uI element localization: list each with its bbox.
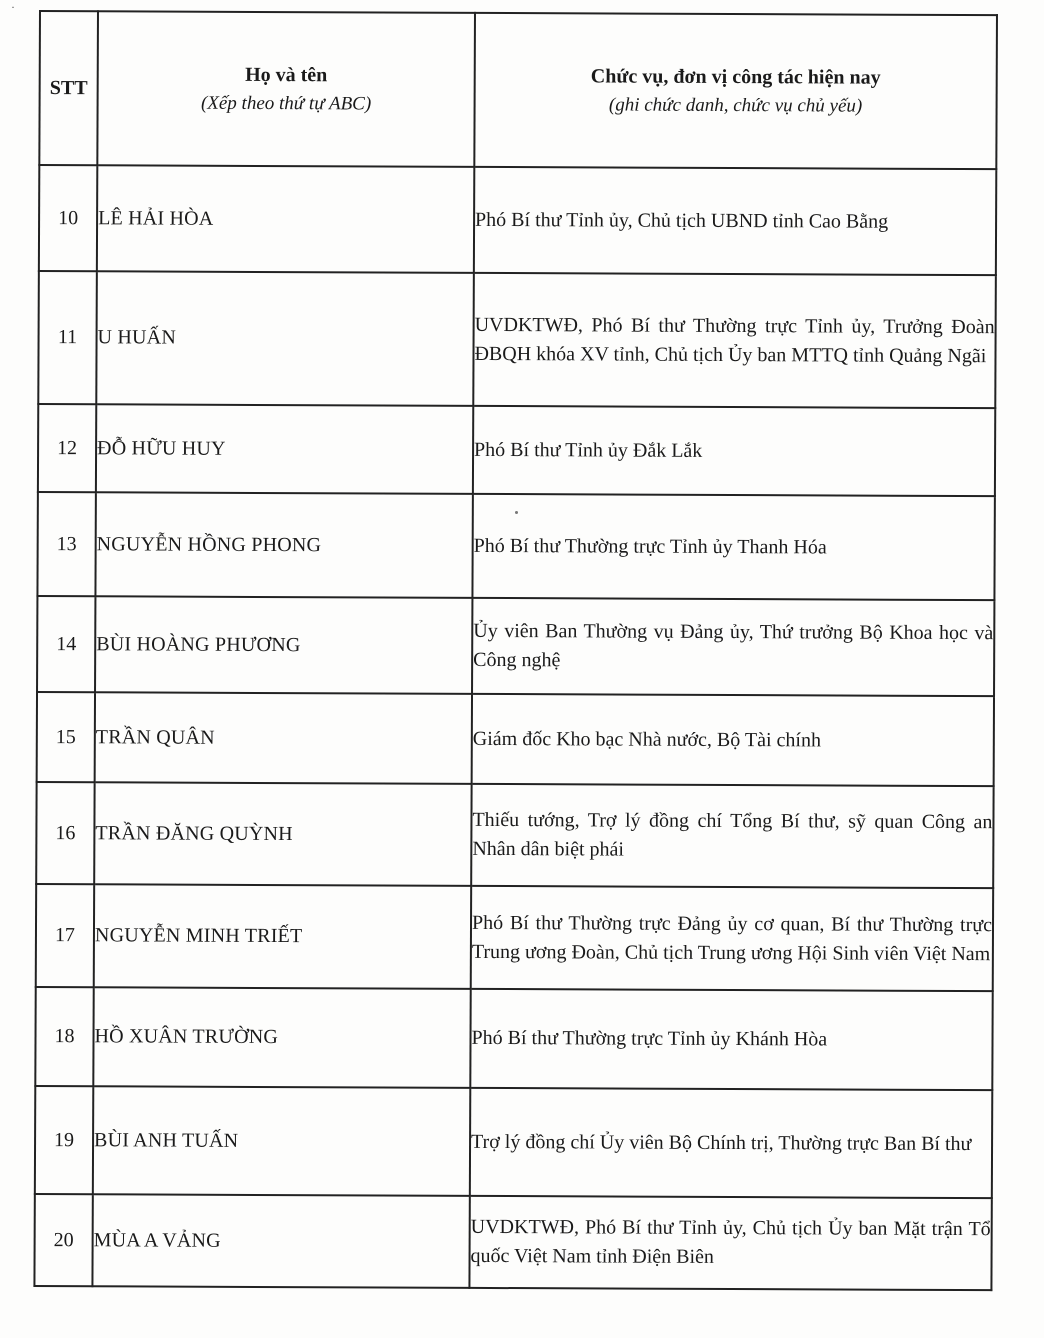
header-row [39, 11, 997, 169]
table-row [35, 987, 992, 1090]
table-row [35, 1086, 992, 1198]
row-stt: 14 [37, 596, 95, 692]
row-position: Phó Bí thư Thường trực Tỉnh ủy Khánh Hòa [470, 989, 992, 1090]
table-row [37, 692, 994, 786]
table-row [34, 1194, 991, 1290]
row-stt: 18 [35, 987, 93, 1086]
row-name: BÙI ANH TUẤN [93, 1086, 470, 1196]
row-position: Trợ lý đồng chí Ủy viên Bộ Chính trị, Thường trực Ban Bí thư [470, 1088, 992, 1198]
row-name: NGUYỄN HỒNG PHONG [95, 492, 472, 598]
row-stt: 17 [36, 884, 94, 987]
row-name: TRẦN ĐĂNG QUỲNH [94, 782, 471, 886]
header-stt: STT [39, 11, 98, 165]
row-position: UVDKTWĐ, Phó Bí thư Tỉnh ủy, Chủ tịch Ủy ban Mặt trận Tổ quốc Việt Nam tỉnh Điện Biên [469, 1196, 991, 1290]
table-row [37, 492, 994, 600]
row-name: U HUẤN [96, 271, 474, 406]
row-position: Phó Bí thư Thường trực Đảng ủy cơ quan, Bí thư Thường trực Trung ương Đoàn, Chủ tịch Trung ương Hội Sinh viên Việt Nam [471, 886, 993, 991]
row-stt: 11 [38, 271, 97, 404]
row-position: Phó Bí thư Tỉnh ủy Đắk Lắk [473, 406, 995, 496]
row-stt: 13 [37, 492, 95, 596]
row-stt: 10 [39, 165, 97, 271]
row-position: Phó Bí thư Tỉnh ủy, Chủ tịch UBND tỉnh Cao Bằng [474, 167, 996, 275]
row-stt: 16 [36, 782, 94, 884]
header-position-title: Chức vụ, đơn vị công tác hiện nay [590, 64, 881, 89]
row-name: MÙA A VẢNG [92, 1194, 469, 1288]
row-name: BÙI HOÀNG PHƯƠNG [95, 596, 472, 694]
table-row [37, 596, 994, 696]
row-position: Thiếu tướng, Trợ lý đồng chí Tổng Bí thư, sỹ quan Công an Nhân dân biệt phái [471, 784, 993, 888]
row-position: UVDKTWĐ, Phó Bí thư Thường trực Tỉnh ủy, Trưởng Đoàn ĐBQH khóa XV tỉnh, Chủ tịch Ủy ban MTTQ tỉnh Quảng Ngãi [473, 273, 996, 408]
table-row [36, 884, 993, 991]
row-position: Giám đốc Kho bạc Nhà nước, Bộ Tài chính [472, 694, 994, 786]
row-stt: 12 [38, 404, 96, 492]
row-stt: 19 [35, 1086, 93, 1194]
scan-mark: · [11, 0, 15, 14]
header-position-note: (ghi chức danh, chức vụ chủ yếu) [608, 93, 863, 117]
row-name: TRẦN QUÂN [95, 692, 472, 784]
table-row [38, 271, 996, 408]
row-name: LÊ HẢI HÒA [97, 165, 474, 273]
table-row [36, 782, 993, 888]
header-position [474, 13, 997, 169]
table-row [38, 404, 995, 496]
row-stt: 15 [37, 692, 95, 782]
personnel-table [33, 10, 998, 1291]
row-stt: 20 [34, 1194, 92, 1286]
row-name: ĐỖ HỮU HUY [96, 404, 473, 494]
row-position: Phó Bí thư Thường trực Tỉnh ủy Thanh Hóa [472, 494, 994, 600]
header-name-title: Họ và tên [245, 63, 328, 86]
row-name: NGUYỄN MINH TRIẾT [94, 884, 471, 989]
header-name-note: (Xếp theo thứ tự ABC) [200, 92, 372, 114]
table-row [39, 165, 996, 275]
header-name [97, 11, 475, 167]
row-position: Ủy viên Ban Thường vụ Đảng ủy, Thứ trưởng Bộ Khoa học và Công nghệ [472, 598, 994, 696]
row-name: HỒ XUÂN TRƯỜNG [93, 987, 470, 1088]
